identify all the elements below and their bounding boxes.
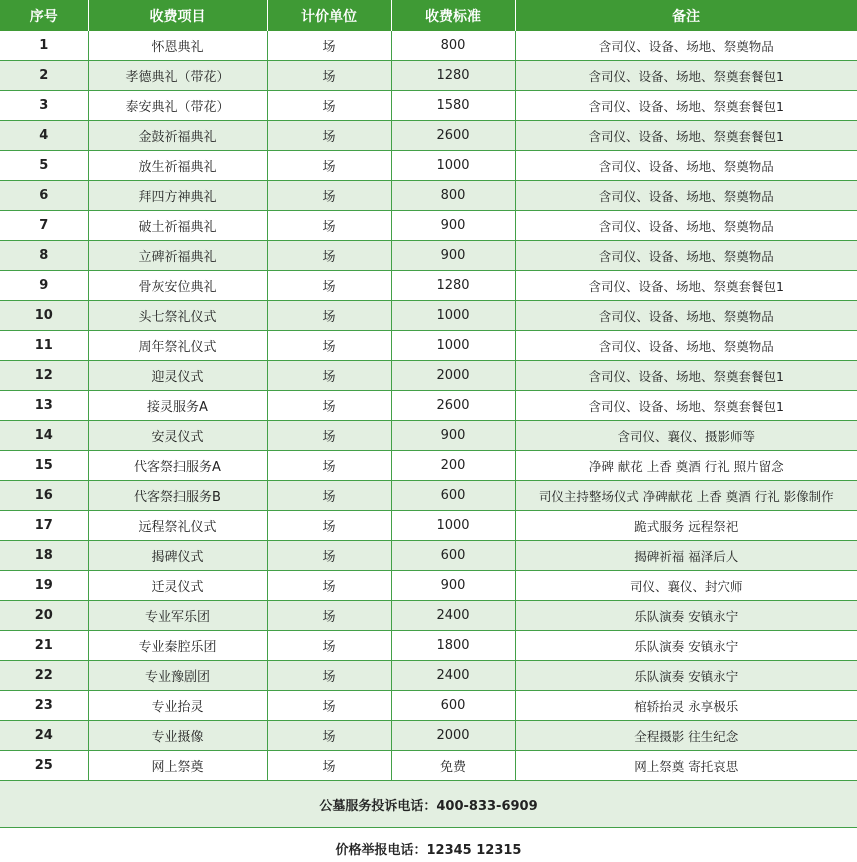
row-price: 免费 [391,751,515,781]
row-unit: 场 [267,241,391,271]
row-item: 骨灰安位典礼 [88,271,267,301]
row-note: 网上祭奠 寄托哀思 [515,751,857,781]
table-row [0,421,857,451]
row-unit: 场 [267,121,391,151]
row-item: 接灵服务A [88,391,267,421]
table-row [0,661,857,691]
header-unit: 计价单位 [267,0,391,31]
row-item: 网上祭奠 [88,751,267,781]
table-row [0,691,857,721]
complaint-row [0,781,857,828]
row-no: 2 [0,61,88,91]
table-row [0,361,857,391]
row-price: 1580 [391,91,515,121]
row-item: 立碑祈福典礼 [88,241,267,271]
row-note: 棺轿抬灵 永享极乐 [515,691,857,721]
row-no: 17 [0,511,88,541]
row-note: 司仪主持整场仪式 净碑献花 上香 奠酒 行礼 影像制作 [515,481,857,511]
row-unit: 场 [267,601,391,631]
row-unit: 场 [267,31,391,61]
row-no: 14 [0,421,88,451]
row-note: 含司仪、设备、场地、祭奠物品 [515,241,857,271]
row-unit: 场 [267,91,391,121]
table-row [0,121,857,151]
table-row [0,451,857,481]
row-item: 迁灵仪式 [88,571,267,601]
header-item: 收费项目 [88,0,267,31]
table-row [0,391,857,421]
row-item: 专业抬灵 [88,691,267,721]
row-price: 2000 [391,361,515,391]
row-no: 13 [0,391,88,421]
row-note: 含司仪、设备、场地、祭奠物品 [515,151,857,181]
row-price: 1000 [391,151,515,181]
row-no: 9 [0,271,88,301]
row-unit: 场 [267,151,391,181]
row-note: 含司仪、设备、场地、祭奠套餐包1 [515,391,857,421]
row-unit: 场 [267,181,391,211]
row-item: 周年祭礼仪式 [88,331,267,361]
row-note: 含司仪、设备、场地、祭奠物品 [515,211,857,241]
table-row [0,91,857,121]
table-row [0,271,857,301]
header-note: 备注 [515,0,857,31]
row-item: 泰安典礼（带花） [88,91,267,121]
table-row [0,511,857,541]
row-note: 跪式服务 远程祭祀 [515,511,857,541]
table-row [0,601,857,631]
table-row [0,31,857,61]
row-price: 1000 [391,511,515,541]
row-no: 4 [0,121,88,151]
table-row [0,541,857,571]
row-note: 含司仪、设备、场地、祭奠套餐包1 [515,121,857,151]
row-note: 含司仪、设备、场地、祭奠物品 [515,331,857,361]
row-no: 1 [0,31,88,61]
row-unit: 场 [267,511,391,541]
row-unit: 场 [267,691,391,721]
row-unit: 场 [267,331,391,361]
row-note: 含司仪、设备、场地、祭奠物品 [515,31,857,61]
row-no: 16 [0,481,88,511]
header-price: 收费标准 [391,0,515,31]
table-row [0,481,857,511]
table-row [0,301,857,331]
table-row [0,331,857,361]
row-item: 拜四方神典礼 [88,181,267,211]
row-item: 金鼓祈福典礼 [88,121,267,151]
row-unit: 场 [267,481,391,511]
table-row [0,631,857,661]
row-note: 乐队演奏 安镇永宁 [515,661,857,691]
row-item: 远程祭礼仪式 [88,511,267,541]
row-unit: 场 [267,631,391,661]
row-price: 600 [391,691,515,721]
row-item: 安灵仪式 [88,421,267,451]
row-unit: 场 [267,271,391,301]
row-price: 600 [391,481,515,511]
row-item: 孝德典礼（带花） [88,61,267,91]
row-item: 专业摄像 [88,721,267,751]
row-unit: 场 [267,421,391,451]
row-price: 1280 [391,61,515,91]
row-note: 全程摄影 往生纪念 [515,721,857,751]
row-price: 2600 [391,391,515,421]
table-header-row [0,0,857,31]
row-unit: 场 [267,391,391,421]
row-item: 专业军乐团 [88,601,267,631]
row-item: 专业豫剧团 [88,661,267,691]
row-price: 1000 [391,301,515,331]
row-no: 25 [0,751,88,781]
row-unit: 场 [267,541,391,571]
row-note: 含司仪、设备、场地、祭奠套餐包1 [515,271,857,301]
row-no: 15 [0,451,88,481]
row-no: 19 [0,571,88,601]
row-item: 专业秦腔乐团 [88,631,267,661]
row-no: 23 [0,691,88,721]
row-no: 20 [0,601,88,631]
complaint-phone: 公墓服务投诉电话：400-833-6909 [0,781,857,828]
row-item: 放生祈福典礼 [88,151,267,181]
row-note: 乐队演奏 安镇永宁 [515,601,857,631]
row-no: 6 [0,181,88,211]
table-row [0,211,857,241]
row-price: 2000 [391,721,515,751]
row-unit: 场 [267,751,391,781]
table-body [0,31,857,781]
row-note: 含司仪、设备、场地、祭奠物品 [515,301,857,331]
row-item: 破土祈福典礼 [88,211,267,241]
row-price: 2400 [391,661,515,691]
row-item: 代客祭扫服务B [88,481,267,511]
row-no: 11 [0,331,88,361]
row-item: 代客祭扫服务A [88,451,267,481]
row-item: 怀恩典礼 [88,31,267,61]
row-note: 揭碑祈福 福泽后人 [515,541,857,571]
row-price: 900 [391,211,515,241]
row-price: 1000 [391,331,515,361]
table-row [0,571,857,601]
row-price: 2600 [391,121,515,151]
row-price: 600 [391,541,515,571]
row-note: 净碑 献花 上香 奠酒 行礼 照片留念 [515,451,857,481]
row-item: 头七祭礼仪式 [88,301,267,331]
row-note: 含司仪、设备、场地、祭奠物品 [515,181,857,211]
row-unit: 场 [267,211,391,241]
row-unit: 场 [267,361,391,391]
row-unit: 场 [267,721,391,751]
row-note: 含司仪、设备、场地、祭奠套餐包1 [515,61,857,91]
row-no: 3 [0,91,88,121]
table-row [0,241,857,271]
row-no: 12 [0,361,88,391]
price-report-phone: 价格举报电话：12345 12315 [335,843,522,858]
row-note: 司仪、襄仪、封穴师 [515,571,857,601]
header-no: 序号 [0,0,88,31]
row-no: 22 [0,661,88,691]
row-price: 1280 [391,271,515,301]
table-row [0,61,857,91]
table-row [0,151,857,181]
row-item: 揭碑仪式 [88,541,267,571]
row-note: 含司仪、襄仪、摄影师等 [515,421,857,451]
row-item: 迎灵仪式 [88,361,267,391]
row-price: 2400 [391,601,515,631]
row-no: 7 [0,211,88,241]
row-no: 8 [0,241,88,271]
row-note: 乐队演奏 安镇永宁 [515,631,857,661]
row-unit: 场 [267,61,391,91]
row-no: 10 [0,301,88,331]
row-unit: 场 [267,451,391,481]
row-unit: 场 [267,301,391,331]
table-row [0,181,857,211]
table-row [0,751,857,781]
row-price: 200 [391,451,515,481]
row-no: 21 [0,631,88,661]
table-row [0,721,857,751]
row-no: 24 [0,721,88,751]
row-price: 1800 [391,631,515,661]
row-price: 800 [391,181,515,211]
row-no: 5 [0,151,88,181]
row-unit: 场 [267,661,391,691]
row-note: 含司仪、设备、场地、祭奠套餐包1 [515,91,857,121]
row-price: 800 [391,31,515,61]
row-note: 含司仪、设备、场地、祭奠套餐包1 [515,361,857,391]
row-price: 900 [391,421,515,451]
row-unit: 场 [267,571,391,601]
row-no: 18 [0,541,88,571]
row-price: 900 [391,241,515,271]
row-price: 900 [391,571,515,601]
